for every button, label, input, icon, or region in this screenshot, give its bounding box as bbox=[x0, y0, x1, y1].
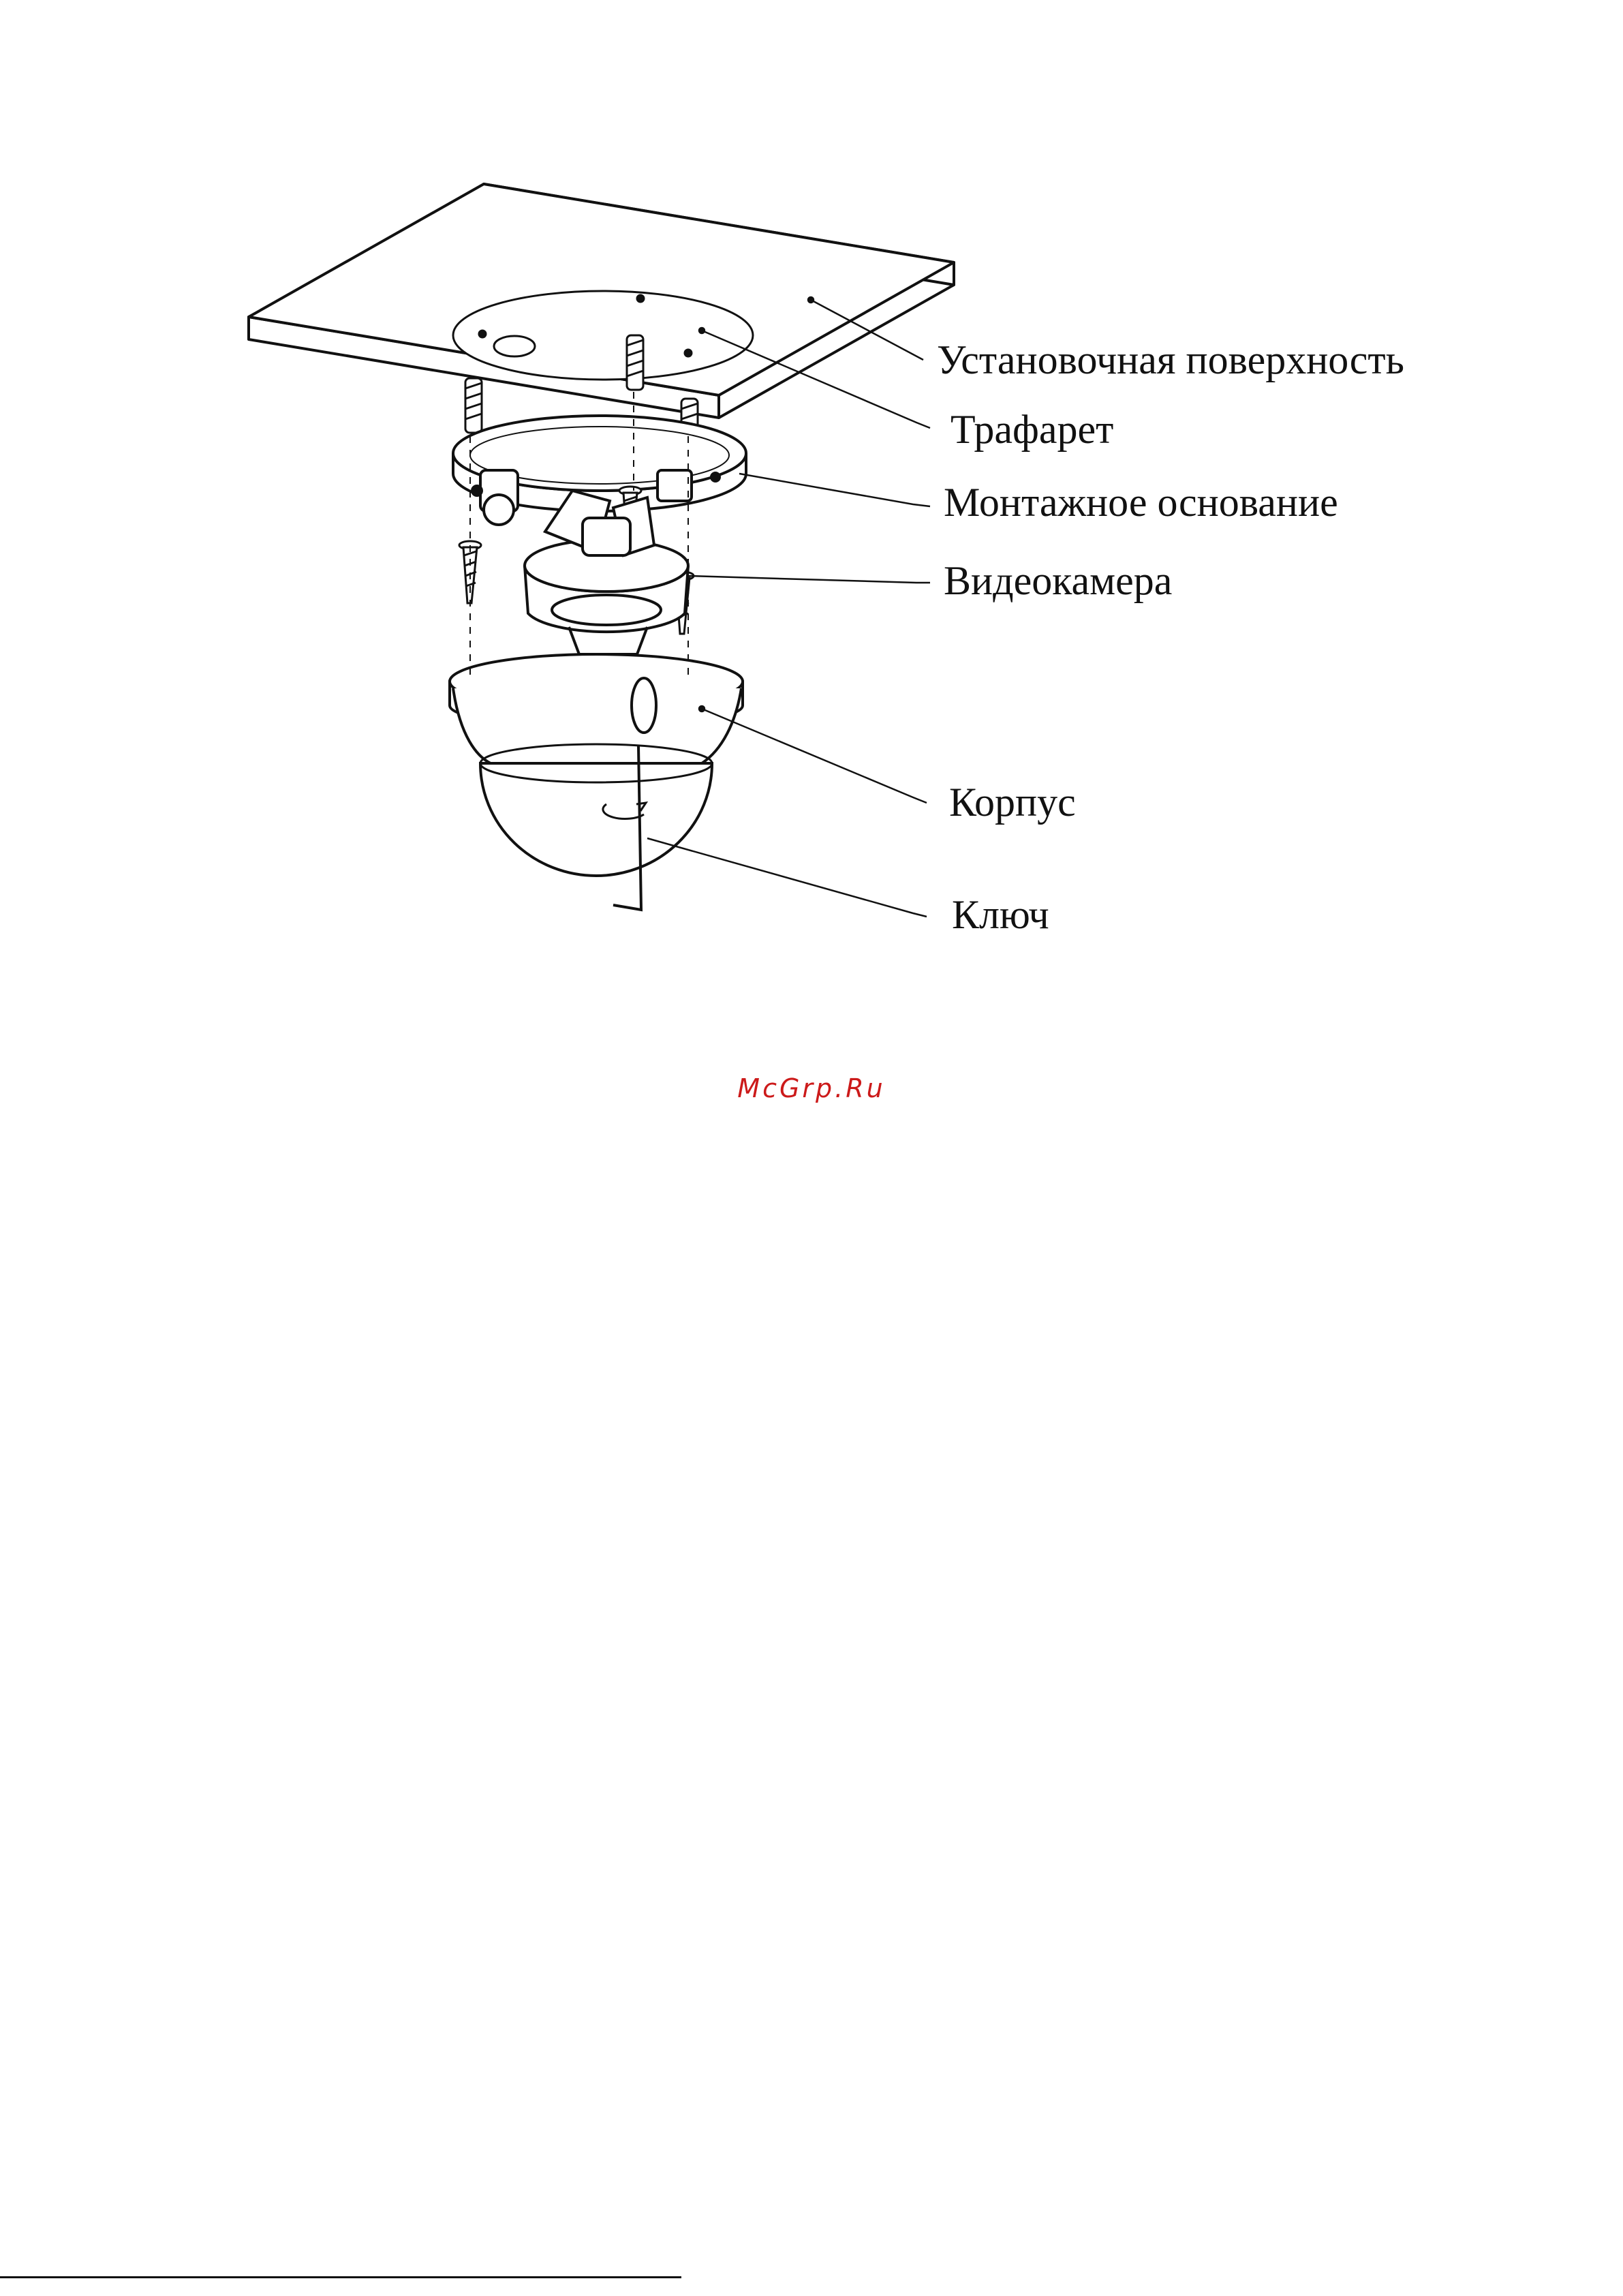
template-stencil bbox=[453, 291, 753, 380]
anchor-center bbox=[627, 335, 643, 390]
footer-divider bbox=[0, 2276, 681, 2278]
camera-module bbox=[525, 491, 688, 654]
diagram-labels bbox=[937, 337, 1404, 937]
anchor-left bbox=[465, 378, 482, 433]
watermark: McGrp.Ru bbox=[737, 1073, 886, 1103]
label-housing: Корпус bbox=[949, 780, 1076, 825]
label-mounting-base: Монтажное основание bbox=[944, 480, 1338, 525]
label-mounting-surface: Установочная поверхность bbox=[937, 337, 1405, 382]
label-key: Ключ bbox=[952, 892, 1049, 937]
leader-camera bbox=[688, 576, 930, 583]
label-template: Трафарет bbox=[950, 407, 1114, 452]
leader-housing bbox=[702, 709, 927, 803]
housing-dome bbox=[450, 654, 743, 876]
leader-mounting-base bbox=[739, 474, 930, 506]
label-camera: Видеокамера bbox=[944, 558, 1173, 603]
leader-key bbox=[647, 838, 927, 917]
